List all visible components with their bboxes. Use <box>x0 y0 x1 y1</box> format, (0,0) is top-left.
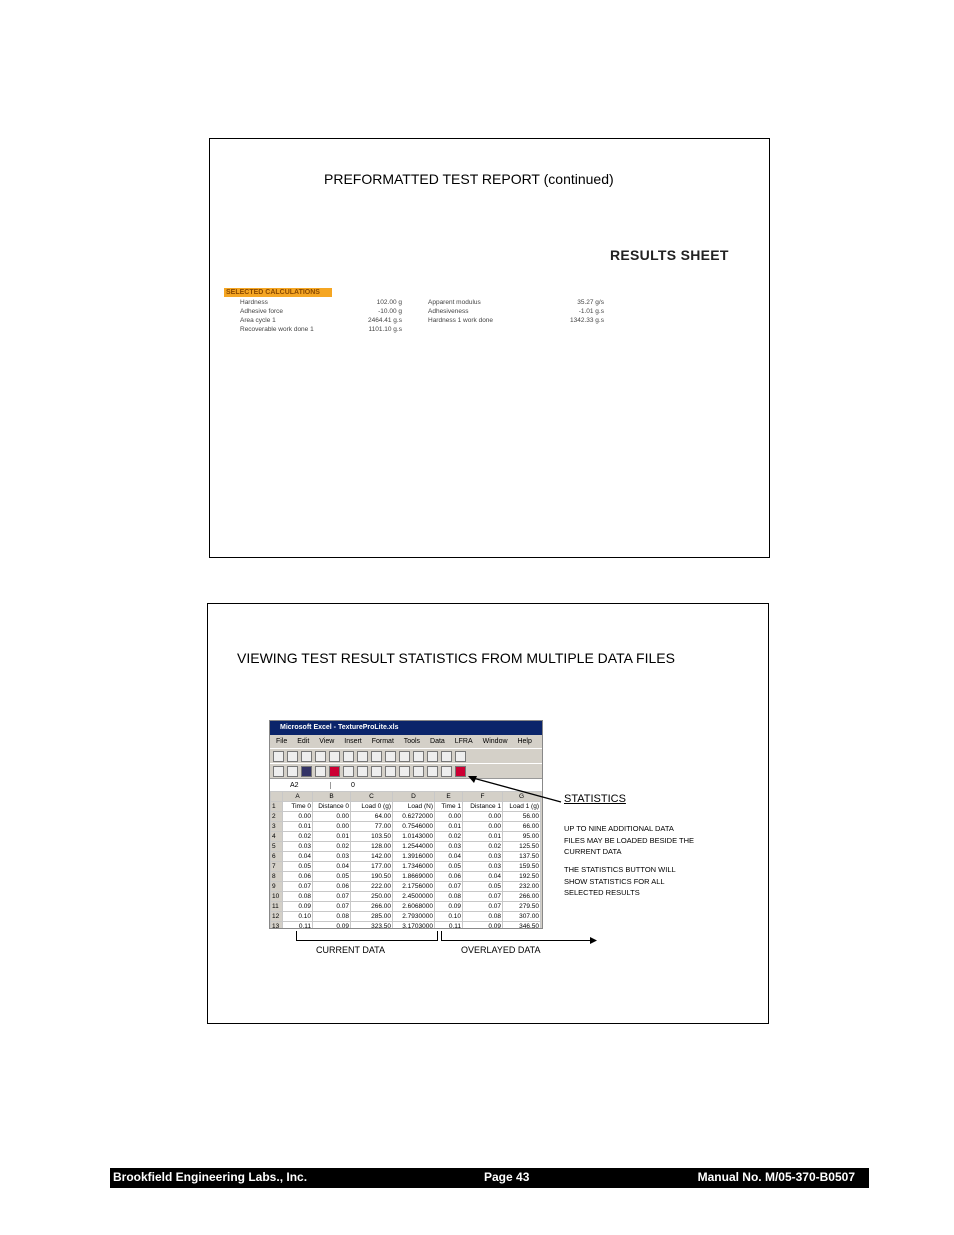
selected-calculations-label: SELECTED CALCULATIONS <box>224 288 332 297</box>
copy-icon[interactable] <box>357 751 368 762</box>
table-cell[interactable]: 0.10 <box>435 912 463 922</box>
new-icon[interactable] <box>273 751 284 762</box>
table-cell[interactable]: 0.02 <box>435 832 463 842</box>
overlayed-data-label: OVERLAYED DATA <box>461 945 541 955</box>
calc-icon[interactable] <box>343 766 354 777</box>
calc-label: Adhesiveness <box>428 308 469 315</box>
table-cell[interactable]: 0.07 <box>283 882 313 892</box>
column-header[interactable]: E <box>435 792 463 802</box>
formula-input[interactable]: 0 <box>351 781 355 789</box>
row-header[interactable]: 9 <box>271 882 283 892</box>
table-cell[interactable]: 0.02 <box>313 842 351 852</box>
table-cell[interactable]: 0.00 <box>283 812 313 822</box>
current-data-label: CURRENT DATA <box>316 945 386 955</box>
table-cell[interactable]: 1.2544000 <box>393 842 435 852</box>
menu-insert[interactable]: Insert <box>344 738 362 745</box>
table-cell[interactable]: 307.00 <box>503 912 541 922</box>
table-row <box>271 852 541 862</box>
table-row <box>271 922 541 930</box>
column-header[interactable]: F <box>463 792 503 802</box>
table-cell[interactable]: 222.00 <box>351 882 393 892</box>
excel-window <box>269 720 543 929</box>
table-cell[interactable]: 192.50 <box>503 872 541 882</box>
table-row <box>271 842 541 852</box>
table-cell[interactable]: 0.11 <box>435 922 463 930</box>
row-header[interactable]: 4 <box>271 832 283 842</box>
column-header[interactable]: G <box>503 792 541 802</box>
table-cell[interactable]: 0.00 <box>435 812 463 822</box>
calc-label: Area cycle 1 <box>240 317 276 324</box>
table-cell[interactable]: 1.3916000 <box>393 852 435 862</box>
menu-data[interactable]: Data <box>430 738 445 745</box>
table-cell[interactable]: 0.07 <box>313 892 351 902</box>
table-row <box>271 822 541 832</box>
load-overlay-icon[interactable] <box>287 766 298 777</box>
calc-value: -1.01 g.s <box>578 308 604 315</box>
current-bracket-base <box>296 940 438 941</box>
table-cell[interactable]: Time 1 <box>435 802 463 812</box>
calc-label: Hardness 1 work done <box>428 317 494 324</box>
table-cell[interactable]: 0.07 <box>463 892 503 902</box>
table-cell[interactable]: 0.03 <box>435 842 463 852</box>
table-cell[interactable]: 137.50 <box>503 852 541 862</box>
calc-label: Apparent modulus <box>428 299 481 306</box>
delete-icon[interactable] <box>385 766 396 777</box>
results-sheet-slide <box>209 138 770 558</box>
table-cell[interactable]: 1.7346000 <box>393 862 435 872</box>
sort-icon[interactable] <box>427 751 438 762</box>
table-cell[interactable]: 0.01 <box>283 822 313 832</box>
table-cell[interactable]: Load 0 (g) <box>351 802 393 812</box>
calc-value: -10.00 g <box>378 308 402 315</box>
settings-icon[interactable] <box>371 766 382 777</box>
table-row <box>271 902 541 912</box>
table-cell[interactable]: 2.1756000 <box>393 882 435 892</box>
row-header[interactable]: 2 <box>271 812 283 822</box>
slide-title: PREFORMATTED TEST REPORT (continued) <box>324 171 614 187</box>
calc-label: Recoverable work done 1 <box>240 326 314 333</box>
function-icon[interactable] <box>413 751 424 762</box>
table-cell[interactable]: Time 0 <box>283 802 313 812</box>
close-overlay-icon[interactable] <box>455 766 466 777</box>
footer-manual-number: Manual No. M/05-370-B0507 <box>697 1170 855 1184</box>
table-cell[interactable]: 0.07 <box>435 882 463 892</box>
note-line: SHOW STATISTICS FOR ALL <box>564 876 665 886</box>
table-cell[interactable]: 103.50 <box>351 832 393 842</box>
table-cell[interactable]: 0.08 <box>313 912 351 922</box>
table-cell[interactable]: 0.6272000 <box>393 812 435 822</box>
excel-title-bar: Microsoft Excel - TextureProLite.xls <box>270 721 542 735</box>
table-cell[interactable]: 0.05 <box>463 882 503 892</box>
page-footer <box>110 1168 869 1188</box>
menu-lfra[interactable]: LFRA <box>454 738 473 745</box>
table-cell[interactable]: 0.00 <box>463 812 503 822</box>
left-calc-values <box>368 298 402 334</box>
right-calc-values <box>570 298 604 325</box>
column-header[interactable]: A <box>283 792 313 802</box>
overlay-arrow-icon <box>590 937 598 945</box>
table-cell[interactable]: 0.7546000 <box>393 822 435 832</box>
table-cell[interactable]: 0.07 <box>313 902 351 912</box>
table-cell[interactable]: 0.05 <box>313 872 351 882</box>
statistics-arrow <box>468 772 568 812</box>
table-cell[interactable]: 3.1703000 <box>393 922 435 930</box>
calc-value: 102.00 g <box>376 299 402 306</box>
zoom-icon[interactable] <box>357 766 368 777</box>
menu-file[interactable]: File <box>276 738 288 745</box>
right-calc-labels <box>428 298 493 325</box>
table-cell[interactable]: 0.07 <box>463 902 503 912</box>
table-cell[interactable]: 128.00 <box>351 842 393 852</box>
table-cell[interactable]: 2.6068000 <box>393 902 435 912</box>
table-row <box>271 832 541 842</box>
menu-edit[interactable]: Edit <box>297 738 310 745</box>
statistics-note <box>564 864 676 899</box>
table-cell[interactable]: 0.01 <box>435 822 463 832</box>
preview-icon[interactable] <box>329 751 340 762</box>
row-header[interactable]: 10 <box>271 892 283 902</box>
table-cell[interactable]: 0.00 <box>463 822 503 832</box>
row-header[interactable]: 6 <box>271 852 283 862</box>
table-cell[interactable]: 0.04 <box>313 862 351 872</box>
save-icon[interactable] <box>301 751 312 762</box>
note-line: THE STATISTICS BUTTON WILL <box>564 865 676 874</box>
table-cell[interactable]: 64.00 <box>351 812 393 822</box>
table-cell[interactable]: 346.50 <box>503 922 541 930</box>
table-cell[interactable]: 0.03 <box>463 852 503 862</box>
table-cell[interactable]: 250.00 <box>351 892 393 902</box>
table-cell[interactable]: 0.05 <box>435 862 463 872</box>
row-header[interactable]: 1 <box>271 802 283 812</box>
table-cell[interactable]: Load (N) <box>393 802 435 812</box>
row-header[interactable]: 3 <box>271 822 283 832</box>
help-icon[interactable] <box>455 751 466 762</box>
footer-page-number: Page 43 <box>484 1170 530 1184</box>
table-cell[interactable]: 0.01 <box>463 832 503 842</box>
table-cell[interactable]: 0.03 <box>283 842 313 852</box>
chart-overlay-icon[interactable] <box>441 766 452 777</box>
calc-value: 35.27 g/s <box>577 299 604 306</box>
table-cell[interactable]: 0.04 <box>283 852 313 862</box>
calc-label: Adhesive force <box>240 308 283 315</box>
table-cell[interactable]: 0.04 <box>435 852 463 862</box>
row-header[interactable]: 7 <box>271 862 283 872</box>
table-cell[interactable]: 0.00 <box>313 822 351 832</box>
table-cell[interactable]: 0.09 <box>463 922 503 930</box>
note-line: FILES MAY BE LOADED BESIDE THE <box>564 835 695 845</box>
graph-icon[interactable] <box>329 766 340 777</box>
table-cell[interactable]: 0.10 <box>283 912 313 922</box>
paste-icon[interactable] <box>371 751 382 762</box>
name-box[interactable]: A2 <box>270 782 331 789</box>
table-cell[interactable]: 159.50 <box>503 862 541 872</box>
corner-cell[interactable] <box>271 792 283 802</box>
table-cell[interactable]: 0.06 <box>435 872 463 882</box>
overlay-bracket-base <box>441 940 591 941</box>
calc-label: Hardness <box>240 299 268 306</box>
table-cell[interactable]: 95.00 <box>503 832 541 842</box>
spell-icon[interactable] <box>343 751 354 762</box>
note-line: CURRENT DATA <box>564 847 622 856</box>
table-row <box>271 892 541 902</box>
row-header[interactable]: 5 <box>271 842 283 852</box>
table-cell[interactable]: 285.00 <box>351 912 393 922</box>
report-icon[interactable] <box>315 766 326 777</box>
table-cell[interactable]: 266.00 <box>503 892 541 902</box>
table-cell[interactable]: 0.00 <box>313 812 351 822</box>
table-row <box>271 872 541 882</box>
table-cell[interactable]: 0.03 <box>463 862 503 872</box>
table-cell[interactable]: 125.50 <box>503 842 541 852</box>
table-row <box>271 912 541 922</box>
current-bracket-right <box>437 931 438 941</box>
table-cell[interactable]: 0.08 <box>283 892 313 902</box>
export-icon[interactable] <box>301 766 312 777</box>
table-cell[interactable]: 0.02 <box>463 842 503 852</box>
table-cell[interactable]: 2.4500000 <box>393 892 435 902</box>
calc-value: 1342.33 g.s <box>570 317 604 324</box>
table-cell[interactable]: 266.00 <box>351 902 393 912</box>
table-cell[interactable]: 323.50 <box>351 922 393 930</box>
table-cell[interactable]: 1.8669000 <box>393 872 435 882</box>
statistics-slide <box>207 603 769 1024</box>
sheet-icon[interactable] <box>413 766 424 777</box>
spreadsheet-body <box>271 802 541 930</box>
row-header[interactable]: 11 <box>271 902 283 912</box>
sum-icon[interactable] <box>399 751 410 762</box>
menu-tools[interactable]: Tools <box>403 738 421 745</box>
table-cell[interactable]: 0.11 <box>283 922 313 930</box>
table-cell[interactable]: Load 1 (g) <box>503 802 541 812</box>
table-cell[interactable]: 0.08 <box>435 892 463 902</box>
table-cell[interactable]: 0.05 <box>283 862 313 872</box>
print-icon[interactable] <box>315 751 326 762</box>
menu-window[interactable]: Window <box>482 738 508 745</box>
left-calc-labels <box>240 298 314 334</box>
calc-value: 1101.10 g.s <box>368 326 402 333</box>
row-header[interactable]: 8 <box>271 872 283 882</box>
table-cell[interactable]: 56.00 <box>503 812 541 822</box>
slide-title: VIEWING TEST RESULT STATISTICS FROM MULTIPLE DATA FILES <box>237 650 675 666</box>
note-line: UP TO NINE ADDITIONAL DATA <box>564 824 674 833</box>
table-cell[interactable]: 2.7930000 <box>393 912 435 922</box>
calc-value: 2464.41 g.s <box>368 317 402 324</box>
open-icon[interactable] <box>287 751 298 762</box>
statistics-label: STATISTICS <box>564 793 626 805</box>
standard-toolbar <box>270 748 542 763</box>
results-sheet-heading: RESULTS SHEET <box>610 247 729 263</box>
excel-menu-bar <box>270 735 542 748</box>
table-cell[interactable]: 66.00 <box>503 822 541 832</box>
chart-icon[interactable] <box>441 751 452 762</box>
load-icon[interactable] <box>273 766 284 777</box>
footer-company: Brookfield Engineering Labs., Inc. <box>113 1170 308 1184</box>
table-cell[interactable]: 190.50 <box>351 872 393 882</box>
column-header[interactable]: C <box>351 792 393 802</box>
column-header[interactable]: D <box>393 792 435 802</box>
table-row <box>271 862 541 872</box>
table-cell[interactable]: 0.06 <box>313 882 351 892</box>
table-cell[interactable]: Distance 0 <box>313 802 351 812</box>
table-row <box>271 882 541 892</box>
undo-icon[interactable] <box>385 751 396 762</box>
column-header[interactable]: B <box>313 792 351 802</box>
table-cell[interactable]: 0.09 <box>435 902 463 912</box>
note-line: SELECTED RESULTS <box>564 888 640 897</box>
row-header[interactable]: 13 <box>271 922 283 930</box>
table-cell[interactable]: 0.09 <box>313 922 351 930</box>
table-cell[interactable]: 0.02 <box>283 832 313 842</box>
menu-view[interactable]: View <box>319 738 335 745</box>
table-cell[interactable]: Distance 1 <box>463 802 503 812</box>
table-cell[interactable]: 77.00 <box>351 822 393 832</box>
table-cell[interactable]: 1.0143000 <box>393 832 435 842</box>
table-icon[interactable] <box>399 766 410 777</box>
menu-format[interactable]: Format <box>371 738 394 745</box>
overlay-note <box>564 823 694 858</box>
table-cell[interactable]: 232.00 <box>503 882 541 892</box>
table-cell[interactable]: 177.00 <box>351 862 393 872</box>
table-cell[interactable]: 0.03 <box>313 852 351 862</box>
table-cell[interactable]: 142.00 <box>351 852 393 862</box>
table-cell[interactable]: 0.04 <box>463 872 503 882</box>
row-header[interactable]: 12 <box>271 912 283 922</box>
table-row <box>271 812 541 822</box>
statistics-icon[interactable] <box>427 766 438 777</box>
table-cell[interactable]: 0.01 <box>313 832 351 842</box>
menu-help[interactable]: Help <box>517 738 532 745</box>
table-cell[interactable]: 0.08 <box>463 912 503 922</box>
table-cell[interactable]: 279.50 <box>503 902 541 912</box>
table-cell[interactable]: 0.09 <box>283 902 313 912</box>
table-cell[interactable]: 0.06 <box>283 872 313 882</box>
